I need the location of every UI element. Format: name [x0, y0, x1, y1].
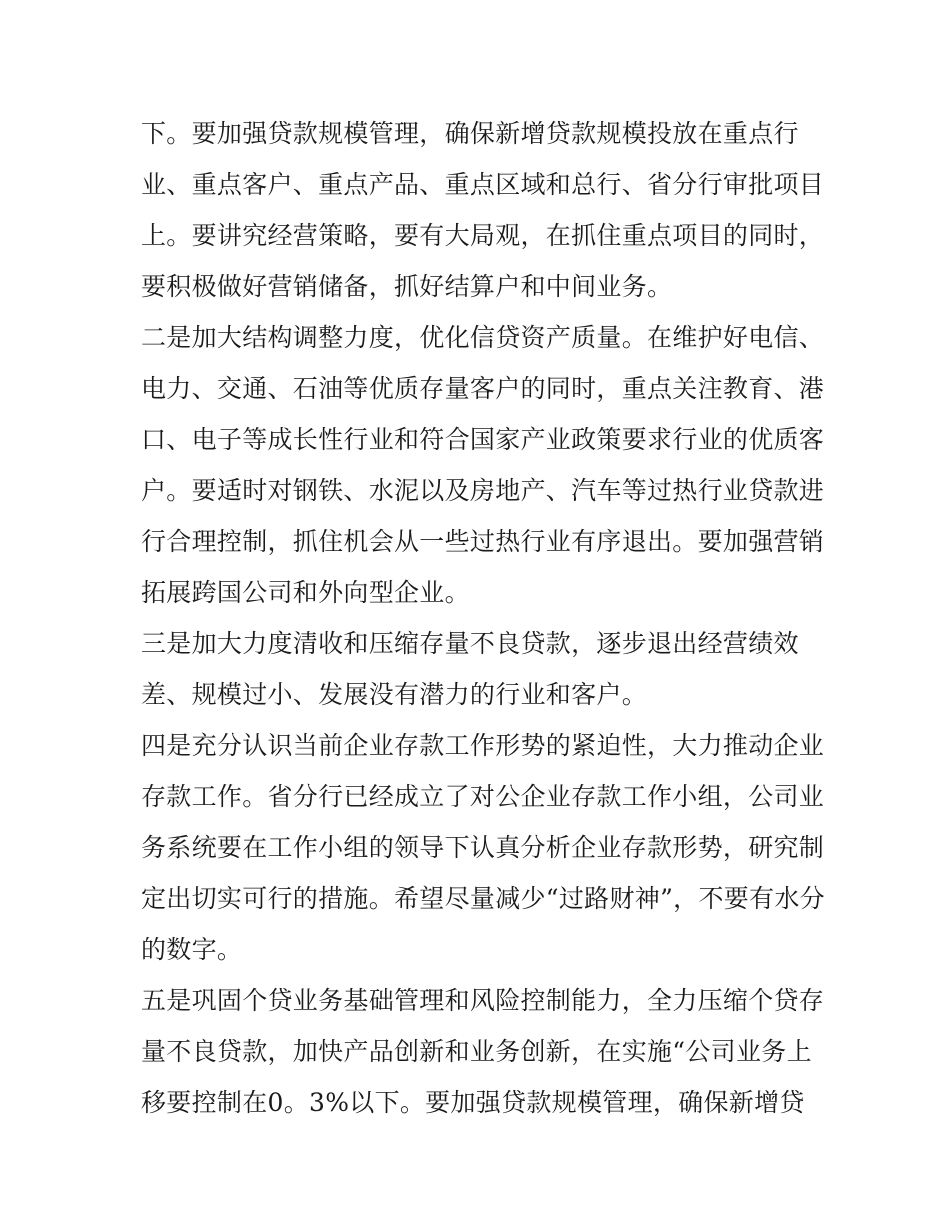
text-line: 务系统要在工作小组的领导下认真分析企业存款形势，研究制 [141, 833, 825, 862]
text-line: 行合理控制，抓住机会从一些过热行业有序退出。要加强营销 [141, 527, 825, 556]
text-line: 上。要讲究经营策略，要有大局观，在抓住重点项目的同时， [141, 221, 825, 250]
text-line: 要积极做好营销储备，抓好结算户和中间业务。 [141, 272, 673, 301]
document-body [141, 108, 825, 1128]
text-line: 口、电子等成长性行业和符合国家产业政策要求行业的优质客 [141, 425, 825, 454]
text-line: 移要控制在0。3%以下。要加强贷款规模管理，确保新增贷 [141, 1088, 805, 1117]
text-line: 的数字。 [141, 935, 243, 964]
text-line: 量不良贷款，加快产品创新和业务创新，在实施“公司业务上 [141, 1037, 812, 1066]
text-line: 户。要适时对钢铁、水泥以及房地产、汽车等过热行业贷款进 [141, 476, 825, 505]
text-line: 电力、交通、石油等优质存量客户的同时，重点关注教育、港 [141, 374, 825, 403]
text-line: 定出切实可行的措施。希望尽量减少“过路财神”，不要有水分 [141, 884, 825, 913]
text-line: 存款工作。省分行已经成立了对公企业存款工作小组，公司业 [141, 782, 825, 811]
text-line: 二是加大结构调整力度，优化信贷资产质量。在维护好电信、 [141, 323, 825, 352]
text-line: 三是加大力度清收和压缩存量不良贷款，逐步退出经营绩效 [141, 629, 799, 658]
text-line: 拓展跨国公司和外向型企业。 [141, 578, 470, 607]
text-line: 下。要加强贷款规模管理，确保新增贷款规模投放在重点行 [141, 119, 799, 148]
text-line: 业、重点客户、重点产品、重点区域和总行、省分行审批项目 [141, 170, 825, 199]
text-line: 四是充分认识当前企业存款工作形势的紧迫性，大力推动企业 [141, 731, 825, 760]
text-line: 五是巩固个贷业务基础管理和风险控制能力，全力压缩个贷存 [141, 986, 825, 1015]
text-line: 差、规模过小、发展没有潜力的行业和客户。 [141, 680, 648, 709]
